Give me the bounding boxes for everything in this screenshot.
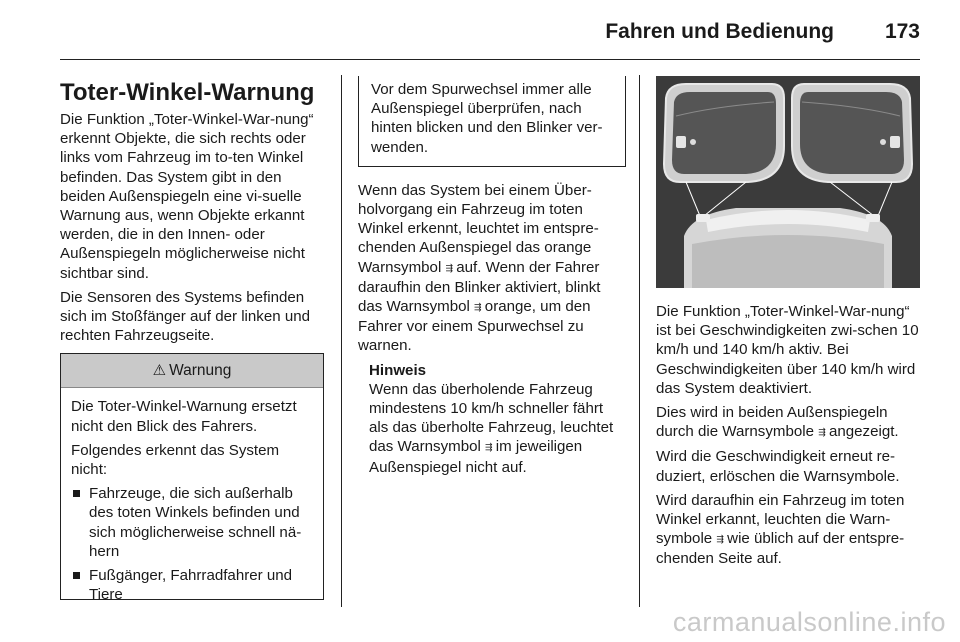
page-number: 173 (884, 20, 920, 43)
body-paragraph: Die Funktion „Toter-Winkel-War-nung“ ist bei Geschwindigkeiten zwi-schen 10 km/h und 140 km/h aktiv. Bei Geschwindigkeiten über 140 km/h wird das System deaktiviert. (656, 303, 919, 397)
note-title: Hinweis (369, 361, 427, 379)
body-paragraph: Wird daraufhin ein Fahrzeug im toten Winkel erkannt, leuchten die Warn-symbole ⇶ wie üblich auf der entspre-chenden Seite auf. (656, 491, 905, 568)
column-divider-1 (341, 75, 342, 607)
body-paragraph: Dies wird in beiden Außenspiegeln durch die Warnsymbole ⇶ angezeigt. (656, 404, 899, 441)
warning-box-continued (358, 76, 626, 167)
warning-title: Warnung (169, 362, 232, 380)
note-text: Wenn das überholende Fahrzeug mindestens 10 km/h schneller fährt als das überholte Fahrzeug, leuchtet das Warnsymbol ⇶ im jeweiligen Außenspiegel nicht auf. (369, 380, 614, 476)
warning-triangle-icon: ⚠ (152, 362, 167, 380)
blind-spot-warning-symbol-icon: ⇶ (474, 302, 481, 313)
column-1 (60, 76, 324, 604)
list-item-text: Fußgänger, Fahrradfahrer und Tiere (89, 567, 293, 604)
warning-paragraph: Die Toter-Winkel-Warnung ersetzt nicht den Blick des Fahrers. (71, 398, 297, 435)
bullet-icon (73, 490, 80, 497)
warning-box (60, 353, 324, 604)
bullet-icon (73, 572, 80, 579)
column-2 (358, 76, 626, 477)
blind-spot-warning-symbol-icon: ⇶ (485, 442, 492, 453)
watermark: carmanualsonline.info (672, 607, 946, 637)
blind-spot-warning-symbol-icon: ⇶ (445, 262, 453, 273)
blind-spot-warning-symbol-icon: ⇶ (716, 534, 723, 545)
sensor-paragraph: Die Sensoren des Systems befinden sich im Stoßfänger auf der linken und rechten Fahrzeugseite. (60, 288, 311, 345)
warning-header (61, 354, 323, 388)
column-divider-2 (639, 75, 640, 607)
list-item (71, 484, 313, 561)
header-rule (60, 59, 920, 60)
section-title: Toter-Winkel-Warnung (60, 79, 315, 106)
intro-paragraph: Die Funktion „Toter-Winkel-War-nung“ erkennt Objekte, die sich rechts oder links vom Fahrzeug im to-ten Winkel befinden. Das System gibt in den beiden Außenspiegeln eine vi-suelle Warnung aus, wenn Objekte erkannt werden, die in den Innen- oder Außenspiegeln möglicherweise nicht sichtbar sind. (60, 111, 314, 282)
list-item (71, 566, 313, 604)
column-3 (656, 76, 924, 574)
body-paragraph: Wird die Geschwindigkeit erneut re-duziert, erlöschen die Warnsymbole. (656, 448, 900, 485)
warning-box-text: Vor dem Spurwechsel immer alle Außenspiegel überprüfen, nach hinten blicken und den Blinker ver-wenden. (371, 81, 603, 156)
list-item-text: Fahrzeuge, die sich außerhalb des toten Winkels befinden und sich möglicherweise schnell nä-hern (89, 485, 302, 560)
note-block (358, 361, 626, 477)
mirror-illustration (656, 76, 920, 288)
chapter-title: Fahren und Bedienung (605, 20, 834, 43)
blind-spot-warning-symbol-icon: ⇶ (818, 427, 825, 438)
warning-paragraph: Folgendes erkennt das System nicht: (71, 441, 280, 479)
warning-body (61, 388, 323, 604)
body-paragraph: Wenn das System bei einem Über-holvorgang ein Fahrzeug im toten Winkel erkennt, leuchtet im entspre-chenden Außenspiegel das orange Warnsymbol ⇶ auf. Wenn der Fahrer daraufhin den Blinker aktiviert, blinkt das Warnsymbol ⇶ orange, um den Fahrer vor einem Spurwechsel zu warnen. (358, 181, 601, 355)
